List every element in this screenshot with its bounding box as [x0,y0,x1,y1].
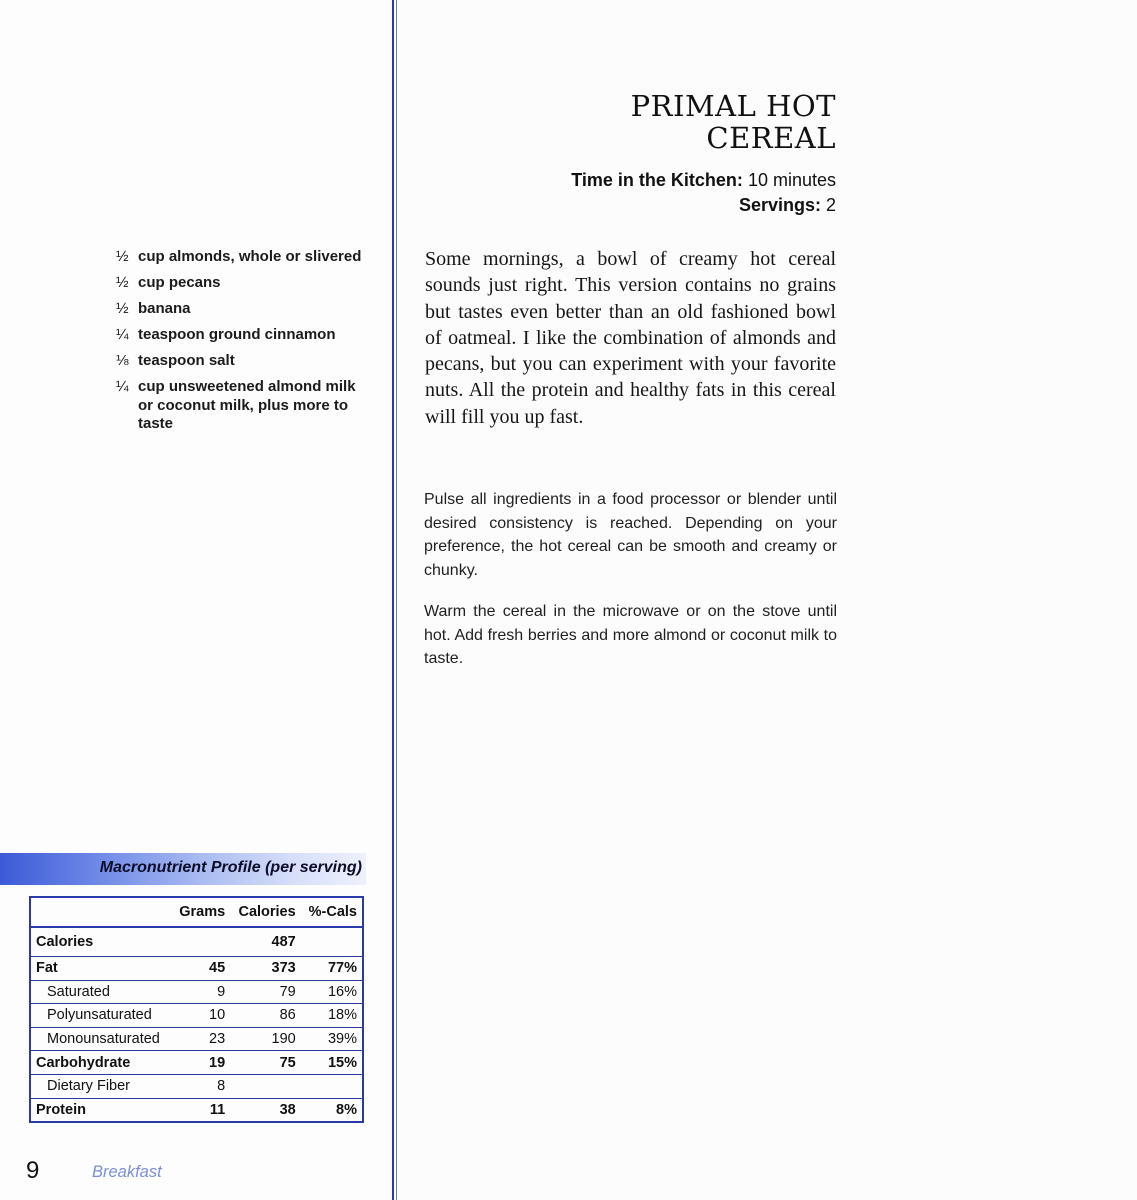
macro-table [29,896,364,1123]
macro-table-header [30,897,363,927]
col-header-pct: %-Cals [301,897,363,927]
page-number: 9 [26,1157,40,1184]
macro-profile-banner [0,853,366,885]
page-divider [392,0,394,1200]
table-row: Calories 487 [36,934,296,950]
page-divider-inner [396,0,397,1200]
instruction-step-1: Pulse all ingredients in a food processor or blender until desired consistency is reached. Depending on your preference, the hot cereal can be smooth and creamy or chunky. [424,491,837,579]
servings: Servings: 2 [738,194,836,215]
col-header-grams: Grams [171,897,230,927]
recipe-intro: Some mornings, a bowl of creamy hot cereal sounds just right. This version contains no grains but tastes even better than an old fashioned bowl of oatmeal. I like the combination of almonds and pecans, but you can experiment with your favorite nuts. All the protein and healthy fats in this cereal will fill you up fast. [425,248,836,428]
col-header-calories: Calories [230,897,301,927]
instruction-step-2: Warm the cereal in the microwave or on the stove until hot. Add fresh berries and more almond or coconut milk to taste. [424,603,837,667]
ingredient-item: ¼ teaspoon ground cinnamon [116,326,336,343]
table-row: Monounsaturated 23 190 39% [30,1027,363,1051]
table-row: Saturated 9 79 16% [30,980,363,1004]
ingredient-item: ⅛ teaspoon salt [116,352,235,369]
ingredient-item: ¼ cup unsweetened almond milk or coconut milk, plus more to taste [116,378,356,432]
time-in-kitchen: Time in the Kitchen: 10 minutes [571,170,836,190]
section-name: Breakfast [92,1163,162,1181]
table-row: Polyunsaturated 10 86 18% [30,1004,363,1028]
table-row: Fat 45 373 77% [30,957,363,981]
recipe-title: PRIMAL HOT CEREAL [630,89,836,155]
ingredient-item: ½ cup pecans [116,274,221,291]
table-row: Dietary Fiber 8 [30,1074,363,1098]
recipe-meta [571,168,836,217]
ingredient-list [116,248,366,441]
macro-profile-heading: Macronutrient Profile (per serving) [99,859,362,876]
ingredient-item: ½ cup almonds, whole or slivered [116,248,362,265]
col-header-label [30,897,171,927]
table-row: Protein 11 38 8% [30,1098,363,1122]
ingredient-item: ½ banana [116,300,191,317]
table-row: Carbohydrate 19 75 15% [30,1051,363,1075]
